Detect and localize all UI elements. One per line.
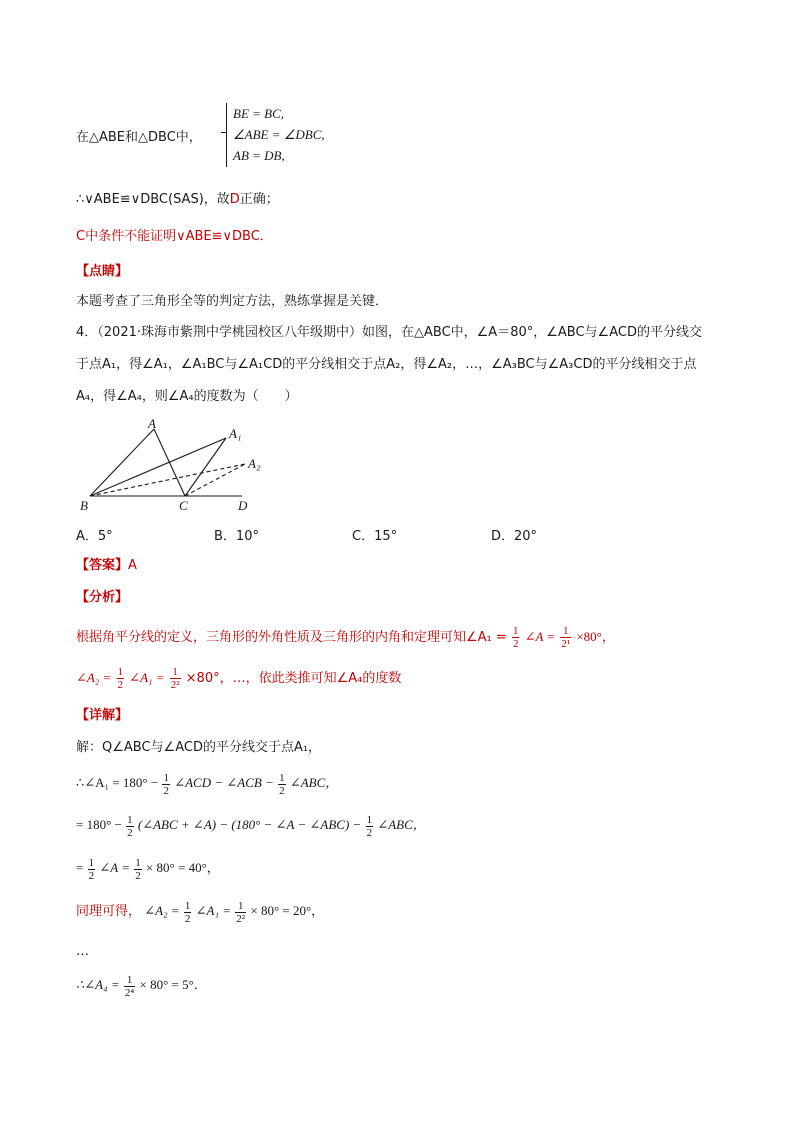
analysis-line-2-start: ∠A₂ = [76, 670, 112, 685]
answer-line [76, 556, 137, 576]
detail-line-5 [76, 898, 324, 925]
conclusion-line [76, 190, 279, 210]
question-line-1: 4．（2021·珠海市紫荆中学桃园校区八年级期中）如图，在△ABC中，∠A＝80°，∠ABC与∠ACD的平分线交 [76, 325, 702, 340]
congruence-intro [76, 128, 202, 148]
detail-line-2-a: ∴∠A₁ = 180° − [76, 775, 159, 790]
fraction-half-3: $\frac{1}{2}$ [163, 771, 169, 797]
system-line-1: BE = BC, [233, 106, 285, 121]
fraction-half: $\frac{1}{2}$ [512, 625, 519, 650]
detail-line-3-b: (∠ABC + ∠A) − (180° − ∠A − ∠ABC) − [137, 817, 362, 832]
answer-value: A [128, 558, 137, 573]
detail-line-4-a: = [76, 860, 84, 875]
analysis-line-1-text: 根据角平分线的定义，三角形的外角性质及三角形的内角和定理可知∠A₁ = [76, 630, 507, 645]
choice-d[interactable]: D．20° [491, 529, 538, 544]
system-line-3: AB = DB, [233, 148, 285, 163]
detail-line-4-c: × 80° = 40°， [145, 860, 220, 875]
detail-line-3 [76, 812, 426, 839]
line-ba [90, 429, 154, 496]
fraction-pow1: $\frac{1}{\text{2¹}}$ [561, 625, 571, 650]
fraction-half-9: $\frac{1}{2}$ [184, 899, 191, 925]
detail-line-5-b: ∠A₁ = [195, 903, 232, 918]
question-line-2: 于点A₁，得∠A₁，∠A₁BC与∠A₁CD的平分线相交于点A₂，得∠A₂，…，∠A₃BC与∠A₃CD的平分线相交于点 [76, 357, 697, 372]
detail-line-1: 解：Q∠ABC与∠ACD的平分线交于点A₁， [76, 740, 322, 755]
detail-heading: 【详解】 [76, 708, 129, 723]
fraction-half-8: $\frac{1}{2}$ [135, 856, 141, 882]
fraction-half-2: $\frac{1}{2}$ [117, 666, 124, 691]
line-ba2 [90, 464, 245, 496]
analysis-line-1 [76, 624, 615, 651]
conclusion-prefix: ∴∨ABE≌∨DBC(SAS)，故 [76, 192, 230, 207]
equation-system [226, 103, 343, 167]
line-ca2 [185, 464, 245, 496]
analysis-line-2-mid: ∠A₁ = [129, 670, 165, 685]
answer-heading: 【答案】 [76, 558, 129, 573]
note-c: C中条件不能证明∨ABE≌∨DBC． [76, 229, 273, 244]
label-a2: A₂ [248, 456, 261, 471]
detail-line-2-b: ∠ACD − ∠ACB − [174, 775, 274, 790]
detail-line-7-b: × 80° = 5°． [139, 977, 207, 992]
analysis-heading: 【分析】 [76, 590, 129, 605]
detail-line-2-c: ∠ABC， [289, 775, 339, 790]
triangle-figure [76, 418, 276, 518]
label-b: B [80, 498, 88, 513]
fraction-half-6: $\frac{1}{2}$ [366, 813, 373, 839]
detail-line-4-b: ∠A = [99, 860, 130, 875]
detail-line-2 [76, 770, 338, 797]
fraction-half-5: $\frac{1}{2}$ [127, 813, 133, 839]
detail-line-3-a: = 180° − [76, 817, 122, 832]
fraction-pow4: $\frac{1}{\text{2⁴}}$ [124, 973, 135, 999]
detail-line-7-a: ∴∠A₄ = [76, 977, 120, 992]
fraction-pow2-b: $\frac{1}{\text{2²}}$ [236, 899, 246, 925]
label-a: A [148, 418, 156, 431]
label-a1: A₁ [229, 426, 242, 441]
question-line-3: A₄，得∠A₄，则∠A₄的度数为（ ） [76, 389, 298, 404]
detail-line-5-a: ∠A₂ = [144, 903, 180, 918]
detail-line-6: … [76, 944, 89, 959]
choice-a[interactable]: A．5° [76, 529, 113, 544]
analysis-line-1-mid: ∠A = [524, 629, 556, 644]
analysis-line-2-end: ×80°，…，依此类推可知∠A₄的度数 [185, 671, 402, 686]
detail-line-4 [76, 855, 220, 882]
choice-c[interactable]: C．15° [352, 529, 398, 544]
label-c: C [179, 498, 188, 513]
detail-line-3-c: ∠ABC， [377, 817, 426, 832]
comment-heading: 【点睛】 [76, 264, 129, 279]
system-line-2: ∠ABE = ∠DBC, [233, 127, 325, 142]
conclusion-suffix: 正确； [239, 192, 279, 207]
detail-line-5-c: × 80° = 20°， [250, 903, 325, 918]
comment-text: 本题考查了三角形全等的判定方法，熟练掌握是关键． [76, 294, 389, 309]
detail-line-7 [76, 972, 207, 999]
analysis-line-2 [76, 665, 401, 692]
label-d: D [238, 498, 248, 513]
conclusion-letter: D [229, 192, 240, 207]
fraction-half-7: $\frac{1}{2}$ [88, 856, 95, 882]
congruence-intro-text: 在△ABE和△DBC中， [76, 130, 202, 145]
detail-line-5-text: 同理可得， [76, 904, 142, 919]
fraction-half-4: $\frac{1}{2}$ [279, 771, 285, 797]
choice-b[interactable]: B．10° [214, 529, 259, 544]
fraction-pow2: $\frac{1}{\text{2²}}$ [170, 666, 180, 691]
analysis-line-1-end: ×80°， [576, 629, 615, 644]
